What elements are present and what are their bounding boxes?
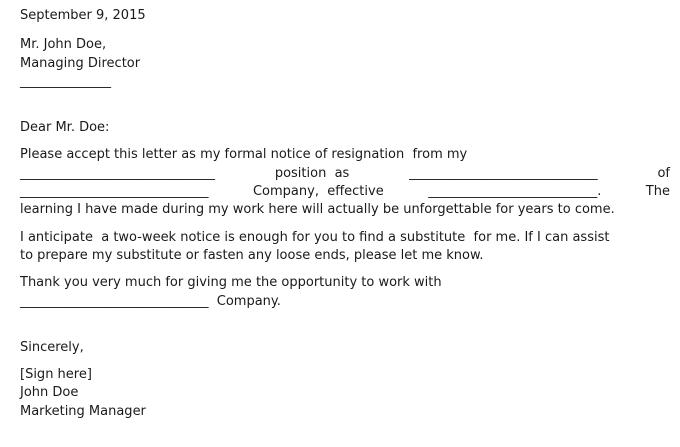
paragraph-notice-line-3: [20, 183, 670, 201]
position-as-text: position as: [274, 165, 350, 181]
recipient-title: Managing Director: [20, 55, 141, 71]
paragraph-thanks-line-1: Thank you very much for giving me the opportunity to work with: [20, 275, 442, 291]
paragraph-notice-line-4: learning I have made during my work here will actually be unforgettable for years to come.: [20, 202, 615, 218]
company-effective-text: Company, effective: [252, 184, 384, 200]
resignation-letter: [20, 7, 670, 421]
closing: Sincerely,: [20, 339, 84, 355]
role-blank: _____________________________: [409, 165, 598, 181]
of-text: of: [657, 165, 670, 181]
signature-block: [20, 366, 670, 421]
recipient-blank: ______________: [20, 73, 111, 89]
thanks-company-blank: _____________________________: [20, 293, 209, 309]
paragraph-notice: [20, 146, 670, 219]
paragraph-notice-line-1: Please accept this letter as my formal notice of resignation from my: [20, 147, 468, 163]
signer-title: Marketing Manager: [20, 403, 146, 419]
effective-date-blank: __________________________.: [428, 184, 602, 200]
paragraph-transition-line-2: to prepare my substitute or fasten any loose ends, please let me know.: [20, 247, 484, 263]
recipient-block: [20, 36, 670, 91]
the-text: The: [645, 184, 670, 200]
signer-name: John Doe: [20, 385, 79, 401]
position-blank: ______________________________: [20, 165, 215, 181]
paragraph-transition: [20, 229, 670, 266]
sign-here-placeholder: [Sign here]: [20, 367, 92, 383]
paragraph-thanks-line-2: [20, 293, 670, 311]
salutation: Dear Mr. Doe:: [20, 120, 110, 136]
paragraph-transition-line-1: I anticipate a two-week notice is enough for you to find a substitute for me. If I can assist: [20, 229, 610, 245]
paragraph-notice-line-2: [20, 165, 670, 183]
letter-date: September 9, 2015: [20, 8, 146, 23]
paragraph-thanks: [20, 274, 670, 311]
company-blank: _____________________________: [20, 184, 209, 200]
thanks-company-text: Company.: [216, 293, 281, 309]
recipient-name: Mr. John Doe,: [20, 37, 107, 53]
